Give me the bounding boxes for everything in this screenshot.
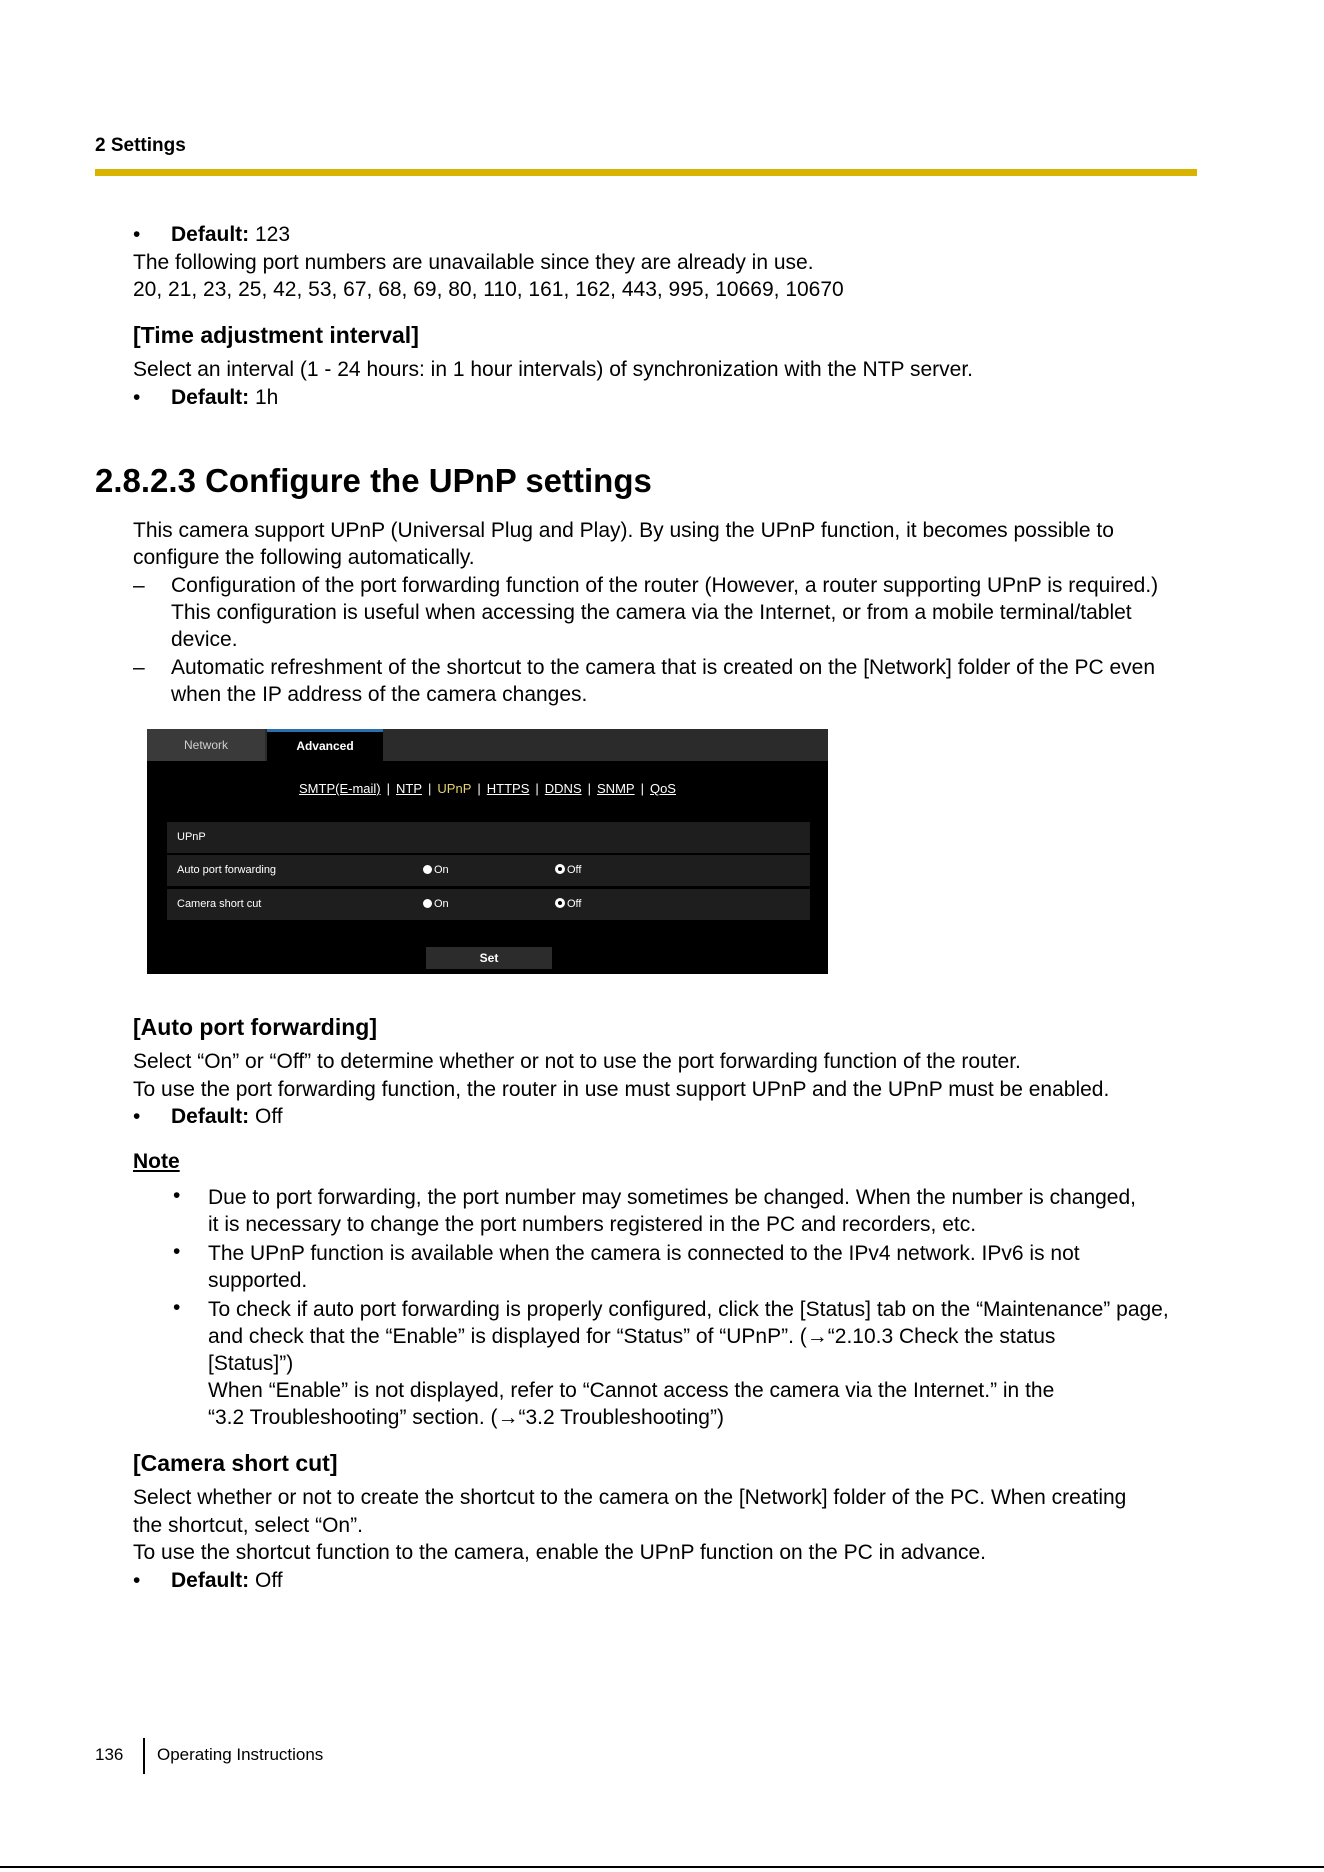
page-number: 136 xyxy=(95,1745,124,1764)
tab-advanced[interactable]: Advanced xyxy=(267,729,383,761)
upnp-settings-screenshot xyxy=(147,729,828,974)
radio-label: Off xyxy=(567,898,582,910)
camera-short-cut-text1: Select whether or not to create the shortcut to the camera on the [Network] folder of the PC. When creating xyxy=(133,1486,1127,1509)
unavailable-ports-text: The following port numbers are unavailable since they are already in use. xyxy=(133,251,814,274)
row-label: Auto port forwarding xyxy=(167,855,403,886)
dash-symbol: – xyxy=(133,656,145,679)
tab-bar xyxy=(147,729,828,761)
footer-divider xyxy=(143,1738,145,1774)
dash-item-line: Configuration of the port forwarding function of the router (However, a router supporting UPnP is required.) xyxy=(171,574,1159,597)
section-intro-line2: configure the following automatically. xyxy=(133,546,475,569)
camera-short-cut-heading: [Camera short cut] xyxy=(133,1450,338,1476)
note-line: Due to port forwarding, the port number may sometimes be changed. When the number is changed, xyxy=(208,1186,1136,1209)
set-button[interactable]: Set xyxy=(426,947,552,969)
bullet: • xyxy=(173,1296,181,1319)
document-title: Operating Instructions xyxy=(157,1745,324,1764)
default-value: 1h xyxy=(249,386,279,409)
radio-selected-icon xyxy=(555,898,565,908)
note-line: To check if auto port forwarding is properly configured, click the [Status] tab on the “Maintenance” page, xyxy=(208,1298,1169,1321)
default-value: Off xyxy=(249,1569,283,1592)
link-ntp[interactable]: NTP xyxy=(396,781,423,796)
radio-unselected-icon xyxy=(423,899,432,908)
group-title: UPnP xyxy=(167,822,810,853)
auto-port-forwarding-heading: [Auto port forwarding] xyxy=(133,1014,378,1040)
link-ddns[interactable]: DDNS xyxy=(544,781,582,796)
tab-network[interactable]: Network xyxy=(147,729,265,761)
separator: | xyxy=(428,781,432,796)
default-value: 123 xyxy=(249,223,291,246)
page-bottom-rule xyxy=(0,1866,1324,1868)
note-line: [Status]”) xyxy=(208,1352,294,1375)
dash-item-line: Automatic refreshment of the shortcut to the camera that is created on the [Network] folder of the PC even xyxy=(171,656,1155,679)
radio-label: On xyxy=(434,864,449,876)
note-line: When “Enable” is not displayed, refer to “Cannot access the camera via the Internet.” in the xyxy=(208,1379,1055,1402)
link-https[interactable]: HTTPS xyxy=(486,781,530,796)
auto-port-forwarding-row xyxy=(167,855,810,886)
section-title: 2.8.2.3 Configure the UPnP settings xyxy=(95,462,652,499)
radio-on[interactable] xyxy=(423,898,449,911)
default-label: Default: xyxy=(171,1105,250,1128)
separator: | xyxy=(386,781,391,796)
default-label: Default: xyxy=(171,386,250,409)
camera-short-cut-text2: the shortcut, select “On”. xyxy=(133,1514,363,1537)
separator: | xyxy=(587,781,592,796)
radio-on[interactable] xyxy=(423,864,449,877)
radio-selected-icon xyxy=(555,864,565,874)
chapter-rule xyxy=(95,169,1197,176)
section-intro-line1: This camera support UPnP (Universal Plug and Play). By using the UPnP function, it becomes possible to xyxy=(133,519,1114,542)
dash-symbol: – xyxy=(133,574,145,597)
time-adjustment-text: Select an interval (1 - 24 hours: in 1 hour intervals) of synchronization with the NTP server. xyxy=(133,358,974,381)
link-qos[interactable]: QoS xyxy=(649,781,676,796)
link-smtp[interactable]: SMTP(E-mail) xyxy=(299,781,381,796)
bullet: • xyxy=(173,1184,181,1207)
note-line: and check that the “Enable” is displayed for “Status” of “UPnP”. (→“2.10.3 Check the status xyxy=(208,1325,1056,1348)
link-snmp[interactable]: SNMP xyxy=(597,781,635,796)
default-label: Default: xyxy=(171,1569,250,1592)
radio-label: On xyxy=(434,898,449,910)
radio-off[interactable] xyxy=(555,898,581,911)
row-value xyxy=(407,889,810,920)
unavailable-ports-list: 20, 21, 23, 25, 42, 53, 67, 68, 69, 80, 110, 161, 162, 443, 995, 10669, 10670 xyxy=(133,278,844,301)
row-label: Camera short cut xyxy=(167,889,403,920)
dash-item-line: device. xyxy=(171,628,238,651)
separator: | xyxy=(535,781,539,796)
bullet: • xyxy=(133,1105,141,1128)
row-value xyxy=(407,855,810,886)
note-line: supported. xyxy=(208,1269,308,1292)
dash-item-line: when the IP address of the camera changes. xyxy=(171,683,588,706)
chapter-label: 2 Settings xyxy=(95,135,186,156)
auto-port-forwarding-text2: To use the port forwarding function, the router in use must support UPnP and the UPnP must be enabled. xyxy=(133,1078,1110,1101)
separator: | xyxy=(477,781,481,796)
camera-short-cut-row xyxy=(167,889,810,920)
link-upnp[interactable]: UPnP xyxy=(437,781,472,796)
bullet: • xyxy=(173,1240,181,1263)
note-line: it is necessary to change the port numbers registered in the PC and recorders, etc. xyxy=(208,1213,977,1236)
bullet: • xyxy=(133,386,141,409)
separator: | xyxy=(640,781,644,796)
note-line: “3.2 Troubleshooting” section. (→“3.2 Troubleshooting”) xyxy=(208,1406,724,1429)
advanced-links-bar xyxy=(147,781,828,796)
note-heading: Note xyxy=(133,1150,180,1173)
default-label: Default: xyxy=(171,223,250,246)
default-value: Off xyxy=(249,1105,283,1128)
bullet: • xyxy=(133,1569,141,1592)
upnp-group-header xyxy=(167,822,810,853)
note-line: The UPnP function is available when the camera is connected to the IPv4 network. IPv6 is not xyxy=(208,1242,1080,1265)
radio-off[interactable] xyxy=(555,864,581,877)
camera-short-cut-text3: To use the shortcut function to the camera, enable the UPnP function on the PC in advance. xyxy=(133,1541,986,1564)
radio-unselected-icon xyxy=(423,865,432,874)
radio-label: Off xyxy=(567,864,582,876)
bullet: • xyxy=(133,223,141,246)
auto-port-forwarding-text1: Select “On” or “Off” to determine whether or not to use the port forwarding function of the router. xyxy=(133,1050,1021,1073)
time-adjustment-heading: [Time adjustment interval] xyxy=(133,322,419,348)
dash-item-line: This configuration is useful when accessing the camera via the Internet, or from a mobile terminal/tablet xyxy=(171,601,1132,624)
